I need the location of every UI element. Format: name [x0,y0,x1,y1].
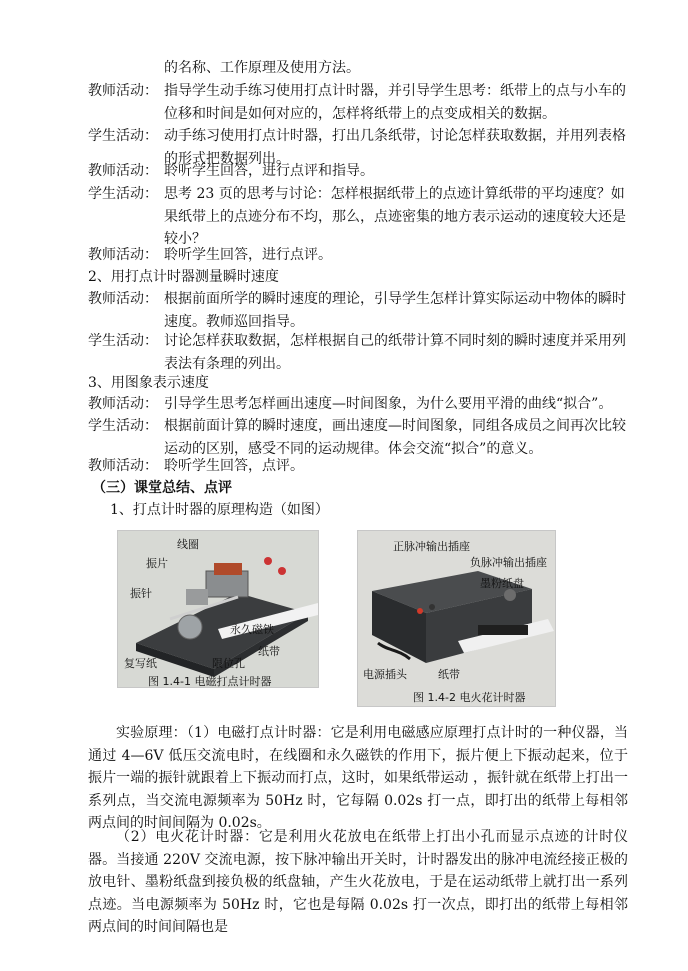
activity-text: 根据前面计算的瞬时速度，画出速度—时间图象，同组各成员之间再次比较运动的区别，感受不同的运动规律。体会交流“拟合”的意义。 [164,418,626,457]
label-coil: 线圈 [177,538,199,551]
activity-text: 引导学生思考怎样画出速度—时间图象，为什么要用平滑的曲线“拟合”。 [164,396,613,412]
label-vibrator: 振片 [146,557,168,570]
label-plug: 电源插头 [363,668,407,681]
activity-role: 教师活动： [88,396,158,412]
figure2-caption: 图 1.4-2 电火花计时器 [413,691,526,704]
label-ink-disc: 墨粉纸盘 [480,577,524,590]
activity-text: 思考 23 页的思考与讨论：怎样根据纸带上的点迹计算纸带的平均速度？如果纸带上的点迹分布不均，那么，点迹密集的地方表示运动的速度较大还是较小？ [164,186,626,247]
figure-electromagnetic-timer [117,530,319,688]
activity-teacher-3 [88,244,628,266]
activity-student-2 [88,183,628,251]
subheading-instant-speed: 2、用打点计时器测量瞬时速度 [88,269,279,285]
activity-text: 指导学生动手练习使用打点计时器，并引导学生思考：纸带上的点与小车的位移和时间是如何对应的，怎样将纸带上的点变成相关的数据。 [164,83,626,122]
activity-teacher-2 [88,160,628,182]
activity-text: 聆听学生回答，进行点评和指导。 [164,163,374,179]
figure-spark-timer [357,530,556,707]
label-magnet: 永久磁铁 [230,623,274,636]
subsection-title: 1、打点计时器的原理构造（如图） [110,502,329,518]
label-carbon-paper: 复写纸 [124,657,157,670]
label-positive-socket: 正脉冲输出插座 [393,540,470,553]
activity-text: 聆听学生回答，点评。 [164,458,304,474]
activity-role: 教师活动： [88,83,158,99]
activity-teacher-1 [88,80,628,125]
activity-role: 教师活动： [88,291,158,307]
activity-role: 教师活动： [88,458,158,474]
section-title: （三）课堂总结、点评 [92,480,232,496]
activity-teacher-4 [88,288,628,333]
activity-student-3 [88,330,628,375]
continued-line: 的名称、工作原理及使用方法。 [164,60,360,76]
activity-role: 教师活动： [88,163,158,179]
activity-role: 学生活动： [88,128,158,144]
figure1-caption: 图 1.4-1 电磁打点计时器 [148,675,272,688]
activity-text: 动手练习使用打点计时器，打出几条纸带，讨论怎样获取数据，并用列表格的形式把数据列出。 [164,128,626,167]
label-limit-hole: 限位孔 [212,657,245,670]
activity-role: 教师活动： [88,247,158,263]
activity-teacher-6 [88,455,628,477]
activity-teacher-5 [88,393,628,415]
activity-role: 学生活动： [88,333,158,349]
label-tape: 纸带 [258,645,280,658]
activity-text: 讨论怎样获取数据，怎样根据自己的纸带计算不同时刻的瞬时速度并采用列表法有条理的列出。 [164,333,626,372]
activity-role: 学生活动： [88,418,158,434]
activity-text: 聆听学生回答，进行点评。 [164,247,332,263]
paragraph-principle-2: （2）电火花计时器：它是利用火花放电在纸带上打出小孔而显示点迹的计时仪器。当接通 220V 交流电源，按下脉冲输出开关时，计时器发出的脉冲电流经接正极的放电针、墨粉纸盘到接负极的纸盘轴，产生火花放电，于是在运动纸带上就打出一系列点迹。当电源频率为 50Hz 时，它也是每隔 0.02s 打一次点，即打出的纸带上每相邻两点间的时间间隔也是 [88,829,628,935]
label-tape-2: 纸带 [438,668,460,681]
subheading-graph: 3、用图象表示速度 [88,375,209,391]
activity-text: 根据前面所学的瞬时速度的理论，引导学生怎样计算实际运动中物体的瞬时速度。教师巡回指导。 [164,291,626,330]
paragraph-principle-1: 实验原理：（1）电磁打点计时器：它是利用电磁感应原理打点计时的一种仪器，当通过 4—6V 低压交流电时，在线圈和永久磁铁的作用下，振片便上下振动起来，位于振片一端的振针就跟着上下振动而打点，这时，如果纸带运动 ，振针就在纸带上打出一系列点，当交流电源频率为 50Hz 时，它每隔 0.02s 打一点，即打出的纸带上每相邻两点间的时间间隔为 0.02s。 [88,725,628,831]
label-needle: 振针 [130,587,152,600]
activity-student-4 [88,415,628,460]
activity-role: 学生活动： [88,186,158,202]
label-negative-socket: 负脉冲输出插座 [470,556,547,569]
